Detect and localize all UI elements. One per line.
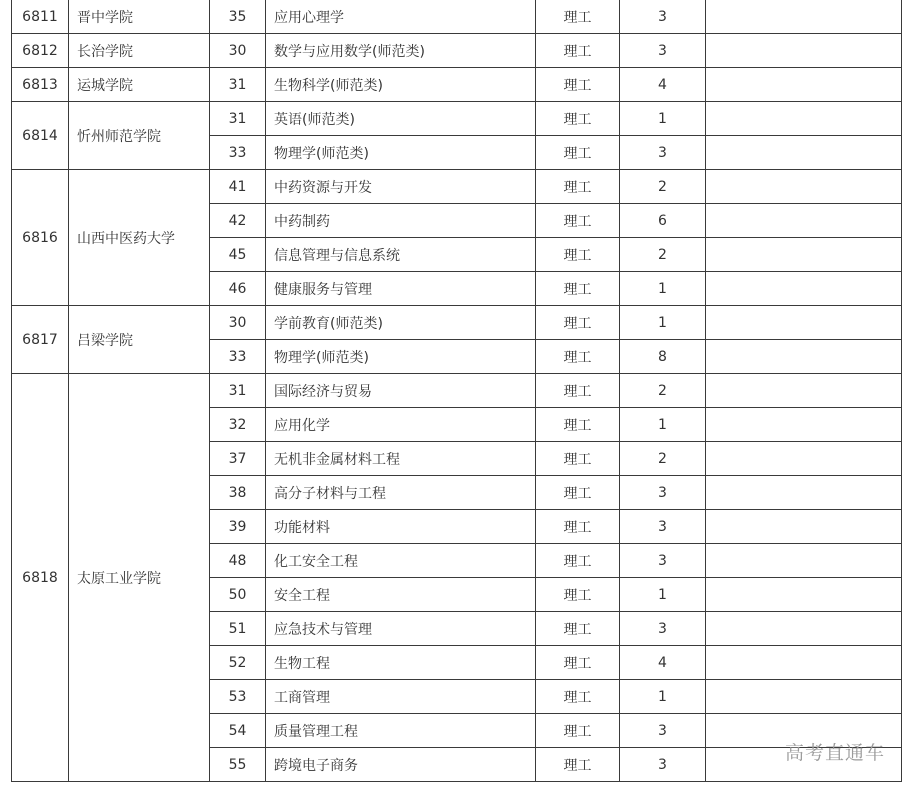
major-name-cell: 生物科学(师范类) bbox=[266, 68, 536, 102]
major-code-cell: 33 bbox=[210, 340, 266, 374]
major-code-cell: 46 bbox=[210, 272, 266, 306]
major-code-cell: 53 bbox=[210, 680, 266, 714]
table-row bbox=[12, 34, 902, 68]
note-cell bbox=[706, 340, 902, 374]
major-name-cell: 英语(师范类) bbox=[266, 102, 536, 136]
category-cell: 理工 bbox=[536, 306, 620, 340]
enrollment-plan-body bbox=[12, 0, 902, 782]
plan-count-cell: 3 bbox=[620, 612, 706, 646]
plan-count-cell: 3 bbox=[620, 136, 706, 170]
category-cell: 理工 bbox=[536, 612, 620, 646]
major-code-cell: 30 bbox=[210, 34, 266, 68]
category-cell: 理工 bbox=[536, 34, 620, 68]
plan-count-cell: 3 bbox=[620, 510, 706, 544]
category-cell: 理工 bbox=[536, 340, 620, 374]
category-cell: 理工 bbox=[536, 170, 620, 204]
major-name-cell: 应用心理学 bbox=[266, 0, 536, 34]
school-name-cell: 吕梁学院 bbox=[69, 306, 210, 374]
major-code-cell: 52 bbox=[210, 646, 266, 680]
category-cell: 理工 bbox=[536, 510, 620, 544]
plan-count-cell: 3 bbox=[620, 476, 706, 510]
major-code-cell: 31 bbox=[210, 102, 266, 136]
category-cell: 理工 bbox=[536, 646, 620, 680]
plan-count-cell: 1 bbox=[620, 680, 706, 714]
category-cell: 理工 bbox=[536, 374, 620, 408]
school-code-cell: 6816 bbox=[12, 170, 69, 306]
school-name-cell: 运城学院 bbox=[69, 68, 210, 102]
plan-count-cell: 1 bbox=[620, 578, 706, 612]
plan-count-cell: 3 bbox=[620, 0, 706, 34]
major-code-cell: 45 bbox=[210, 238, 266, 272]
major-code-cell: 38 bbox=[210, 476, 266, 510]
enrollment-plan-table bbox=[11, 0, 902, 782]
table-row bbox=[12, 306, 902, 340]
major-code-cell: 41 bbox=[210, 170, 266, 204]
category-cell: 理工 bbox=[536, 238, 620, 272]
table-row bbox=[12, 374, 902, 408]
major-name-cell: 安全工程 bbox=[266, 578, 536, 612]
major-code-cell: 32 bbox=[210, 408, 266, 442]
major-name-cell: 物理学(师范类) bbox=[266, 136, 536, 170]
category-cell: 理工 bbox=[536, 204, 620, 238]
major-name-cell: 跨境电子商务 bbox=[266, 748, 536, 782]
major-name-cell: 应急技术与管理 bbox=[266, 612, 536, 646]
table-row bbox=[12, 0, 902, 34]
major-name-cell: 学前教育(师范类) bbox=[266, 306, 536, 340]
category-cell: 理工 bbox=[536, 442, 620, 476]
major-code-cell: 50 bbox=[210, 578, 266, 612]
major-code-cell: 37 bbox=[210, 442, 266, 476]
school-name-cell: 长治学院 bbox=[69, 34, 210, 68]
plan-count-cell: 3 bbox=[620, 748, 706, 782]
school-code-cell: 6817 bbox=[12, 306, 69, 374]
major-name-cell: 物理学(师范类) bbox=[266, 340, 536, 374]
category-cell: 理工 bbox=[536, 544, 620, 578]
note-cell bbox=[706, 408, 902, 442]
category-cell: 理工 bbox=[536, 102, 620, 136]
major-code-cell: 55 bbox=[210, 748, 266, 782]
plan-count-cell: 4 bbox=[620, 68, 706, 102]
major-name-cell: 中药制药 bbox=[266, 204, 536, 238]
note-cell bbox=[706, 34, 902, 68]
major-name-cell: 数学与应用数学(师范类) bbox=[266, 34, 536, 68]
note-cell bbox=[706, 510, 902, 544]
table-row bbox=[12, 170, 902, 204]
plan-count-cell: 4 bbox=[620, 646, 706, 680]
plan-count-cell: 8 bbox=[620, 340, 706, 374]
major-code-cell: 39 bbox=[210, 510, 266, 544]
major-name-cell: 功能材料 bbox=[266, 510, 536, 544]
plan-count-cell: 6 bbox=[620, 204, 706, 238]
major-name-cell: 化工安全工程 bbox=[266, 544, 536, 578]
category-cell: 理工 bbox=[536, 714, 620, 748]
school-name-cell: 晋中学院 bbox=[69, 0, 210, 34]
plan-count-cell: 3 bbox=[620, 34, 706, 68]
note-cell bbox=[706, 442, 902, 476]
note-cell bbox=[706, 646, 902, 680]
note-cell bbox=[706, 306, 902, 340]
plan-count-cell: 3 bbox=[620, 544, 706, 578]
table-row bbox=[12, 68, 902, 102]
plan-count-cell: 1 bbox=[620, 408, 706, 442]
watermark-text: 高考直通车 bbox=[784, 742, 885, 764]
school-code-cell: 6818 bbox=[12, 374, 69, 782]
major-name-cell: 健康服务与管理 bbox=[266, 272, 536, 306]
note-cell bbox=[706, 204, 902, 238]
category-cell: 理工 bbox=[536, 748, 620, 782]
school-code-cell: 6811 bbox=[12, 0, 69, 34]
plan-count-cell: 1 bbox=[620, 272, 706, 306]
note-cell bbox=[706, 544, 902, 578]
note-cell bbox=[706, 680, 902, 714]
note-cell bbox=[706, 170, 902, 204]
major-name-cell: 生物工程 bbox=[266, 646, 536, 680]
major-code-cell: 31 bbox=[210, 374, 266, 408]
major-name-cell: 质量管理工程 bbox=[266, 714, 536, 748]
major-code-cell: 48 bbox=[210, 544, 266, 578]
note-cell bbox=[706, 578, 902, 612]
major-code-cell: 35 bbox=[210, 0, 266, 34]
plan-count-cell: 3 bbox=[620, 714, 706, 748]
table-row bbox=[12, 102, 902, 136]
note-cell bbox=[706, 0, 902, 34]
category-cell: 理工 bbox=[536, 68, 620, 102]
school-code-cell: 6814 bbox=[12, 102, 69, 170]
school-code-cell: 6813 bbox=[12, 68, 69, 102]
school-code-cell: 6812 bbox=[12, 34, 69, 68]
major-name-cell: 国际经济与贸易 bbox=[266, 374, 536, 408]
category-cell: 理工 bbox=[536, 476, 620, 510]
major-name-cell: 应用化学 bbox=[266, 408, 536, 442]
category-cell: 理工 bbox=[536, 680, 620, 714]
note-cell bbox=[706, 476, 902, 510]
major-code-cell: 31 bbox=[210, 68, 266, 102]
plan-count-cell: 1 bbox=[620, 306, 706, 340]
note-cell bbox=[706, 612, 902, 646]
school-name-cell: 山西中医药大学 bbox=[69, 170, 210, 306]
school-name-cell: 太原工业学院 bbox=[69, 374, 210, 782]
major-name-cell: 高分子材料与工程 bbox=[266, 476, 536, 510]
category-cell: 理工 bbox=[536, 136, 620, 170]
school-name-cell: 忻州师范学院 bbox=[69, 102, 210, 170]
note-cell bbox=[706, 374, 902, 408]
major-code-cell: 51 bbox=[210, 612, 266, 646]
note-cell bbox=[706, 136, 902, 170]
major-code-cell: 33 bbox=[210, 136, 266, 170]
note-cell bbox=[706, 238, 902, 272]
plan-count-cell: 2 bbox=[620, 374, 706, 408]
plan-count-cell: 1 bbox=[620, 102, 706, 136]
major-name-cell: 工商管理 bbox=[266, 680, 536, 714]
category-cell: 理工 bbox=[536, 408, 620, 442]
major-name-cell: 中药资源与开发 bbox=[266, 170, 536, 204]
note-cell bbox=[706, 272, 902, 306]
major-name-cell: 信息管理与信息系统 bbox=[266, 238, 536, 272]
category-cell: 理工 bbox=[536, 0, 620, 34]
category-cell: 理工 bbox=[536, 272, 620, 306]
major-name-cell: 无机非金属材料工程 bbox=[266, 442, 536, 476]
note-cell bbox=[706, 102, 902, 136]
plan-count-cell: 2 bbox=[620, 238, 706, 272]
major-code-cell: 42 bbox=[210, 204, 266, 238]
major-code-cell: 54 bbox=[210, 714, 266, 748]
plan-count-cell: 2 bbox=[620, 170, 706, 204]
major-code-cell: 30 bbox=[210, 306, 266, 340]
category-cell: 理工 bbox=[536, 578, 620, 612]
plan-count-cell: 2 bbox=[620, 442, 706, 476]
note-cell bbox=[706, 68, 902, 102]
